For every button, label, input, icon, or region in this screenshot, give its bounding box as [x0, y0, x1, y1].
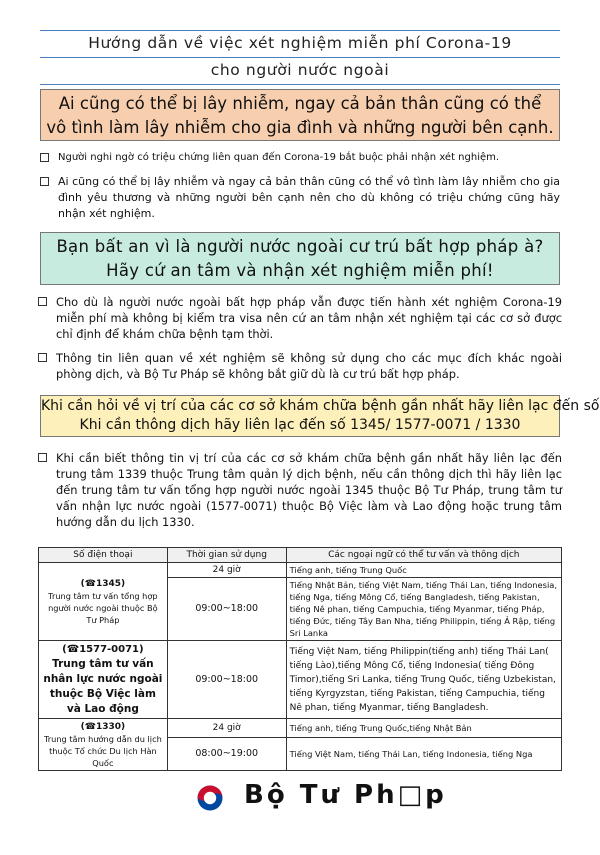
bullet-text: Khi cần biết thông tin vị trí của các cơ sở khám chữa bệnh gần nhất hãy liên lạc đến trung tâm 1339 thuộc Trung tâm quản lý dịch bệnh, nếu cần thông dịch thì hãy liên lạc đến trung tâm tư vấn tổng hợp người nước ngoài 1345 thuộc Bộ Tư Pháp, trung tâm tư vấn nhận lực nước ngoài (1577-0071) thuộc Bộ Việc làm và Lao động hoặc trung tâm hướng dẫn du lịch 1330. — [56, 451, 562, 529]
column-header-languages: Các ngoại ngữ có thể tư vấn và thông dịch — [286, 548, 561, 563]
phone-number: (☎1345) — [80, 579, 126, 589]
phone-organization: Trung tâm tư vấn nhân lực nước ngoài thuộc Bộ Việc làm và Lao động — [43, 658, 163, 715]
warning-box-line-2: vô tình làm lây nhiễm cho gia đình và những người bên cạnh. — [46, 118, 554, 137]
phone-organization: Trung tâm hướng dẫn du lịch thuộc Tổ chức Du lịch Hàn Quốc — [44, 734, 162, 768]
page-title-line-2: cho người nước ngoài — [210, 61, 390, 79]
checkbox-icon — [40, 153, 49, 162]
time-cell: 24 giờ — [167, 563, 286, 578]
bullet-text: Người nghi ngờ có triệu chứng liên quan đến Corona-19 bắt buộc phải nhận xét nghiệm. — [58, 152, 500, 163]
bullet-contact-centers — [38, 450, 562, 530]
bullet-text: Ai cũng có thể bị lây nhiễm và ngay cả bản thân cũng có thể vô tình làm lây nhiễm cho gia đình yêu thương và những người bên cạnh nên cho dù không có triệu chứng cũng hãy nhận xét nghiệm. — [58, 175, 560, 220]
bullet-text: Thông tin liên quan về xét nghiệm sẽ không sử dụng cho các mục đích khác ngoài phòng dịch, và Bộ Tư Pháp sẽ không bắt giữ dù là cư trú bất hợp pháp. — [56, 351, 562, 381]
time-cell: 24 giờ — [167, 719, 286, 738]
time-cell: 08:00~19:00 — [167, 738, 286, 771]
taeguk-emblem-icon — [197, 785, 223, 811]
column-header-phone: Số điện thoại — [39, 548, 168, 563]
contact-table — [38, 547, 562, 771]
warning-box-infection — [40, 89, 560, 141]
time-cell: 09:00~18:00 — [167, 641, 286, 719]
checkbox-icon — [38, 453, 47, 462]
phone-number: (☎1330) — [80, 722, 126, 732]
table-header-row — [39, 548, 562, 563]
bullet-info-not-used — [38, 350, 562, 382]
checkbox-icon — [38, 297, 47, 306]
column-header-time: Thời gian sử dụng — [167, 548, 286, 563]
bullet-free-test-no-visa — [38, 294, 562, 342]
bullet-text: Cho dù là người nước ngoài bất hợp pháp vẫn được tiến hành xét nghiệm Corona-19 miễn phí mà không bị kiểm tra visa nên cứ an tâm nhận xét nghiệm tại các cơ sở được chỉ định để khám chữa bệnh tạm thời. — [56, 295, 562, 341]
reassurance-box-line-2: Hãy cứ an tâm và nhận xét nghiệm miễn phí! — [106, 261, 494, 280]
table-row — [39, 719, 562, 738]
checkbox-icon — [38, 353, 47, 362]
ministry-name: Bộ Tư Ph□p — [244, 780, 447, 810]
reassurance-box-illegal-residents — [40, 232, 560, 285]
warning-box-line-1: Ai cũng có thể bị lây nhiễm, ngay cả bản thân cũng có thể — [58, 94, 542, 113]
phone-cell-1577-0071 — [39, 641, 168, 719]
phone-organization: Trung tâm tư vấn tổng hợp người nước ngoài thuộc Bộ Tư Pháp — [48, 591, 158, 625]
bullet-symptom-required — [40, 150, 560, 166]
languages-cell: Tiếng Việt Nam, tiếng Philippin(tiếng anh) tiếng Thái Lan( tiếng Lào),tiếng Mông Cổ, tiếng Indonesia( tiếng Đông Timor),tiếng Sri Lanka, tiếng Trung Quốc, tiếng Uzbekistan, tiếng Kyrgyzstan, tiếng Pakistan, tiếng Campuchia, tiếng Nê phan, tiếng Myanmar, tiếng Bangladesh. — [286, 641, 561, 719]
languages-cell: Tiếng anh, tiếng Trung Quốc — [286, 563, 561, 578]
languages-cell: Tiếng Nhật Bản, tiếng Việt Nam, tiếng Thái Lan, tiếng Indonesia, tiếng Nga, tiếng Mông Cổ, tiếng Bangladesh, tiếng Pakistan, tiếng Nê phan, tiếng Campuchia, tiếng Myanmar, tiếng Pháp, tiếng Đức, tiếng Tây Ban Nha, tiếng Philippin, tiếng Ả Rập, tiếng Sri Lanka — [286, 578, 561, 641]
title-middle-rule — [40, 57, 560, 58]
table-row — [39, 563, 562, 578]
time-cell: 09:00~18:00 — [167, 578, 286, 641]
phone-number: (☎1577-0071) — [62, 644, 144, 655]
contact-box-hotlines — [40, 395, 600, 437]
languages-cell: Tiếng Việt Nam, tiếng Thái Lan, tiếng Indonesia, tiếng Nga — [286, 738, 561, 771]
contact-box-line-1: Khi cần hỏi về vị trí của các cơ sở khám chữa bệnh gần nhất hãy liên lạc đến số — [41, 398, 600, 414]
checkbox-icon — [40, 177, 49, 186]
contact-box-line-2: Khi cần thông dịch hãy liên lạc đến số 1345/ 1577-0071 / 1330 — [79, 417, 521, 433]
page-title-line-1: Hướng dẫn về việc xét nghiệm miễn phí Corona-19 — [88, 34, 512, 52]
phone-cell-1330 — [39, 719, 168, 771]
table-row — [39, 641, 562, 719]
bullet-anyone-infected — [40, 174, 560, 222]
phone-cell-1345 — [39, 563, 168, 641]
reassurance-box-line-1: Bạn bất an vì là người nước ngoài cư trú bất hợp pháp à? — [56, 237, 544, 256]
title-bottom-rule — [40, 84, 560, 85]
title-top-rule — [40, 30, 560, 31]
languages-cell: Tiếng anh, tiếng Trung Quốc,tiếng Nhật Bản — [286, 719, 561, 738]
